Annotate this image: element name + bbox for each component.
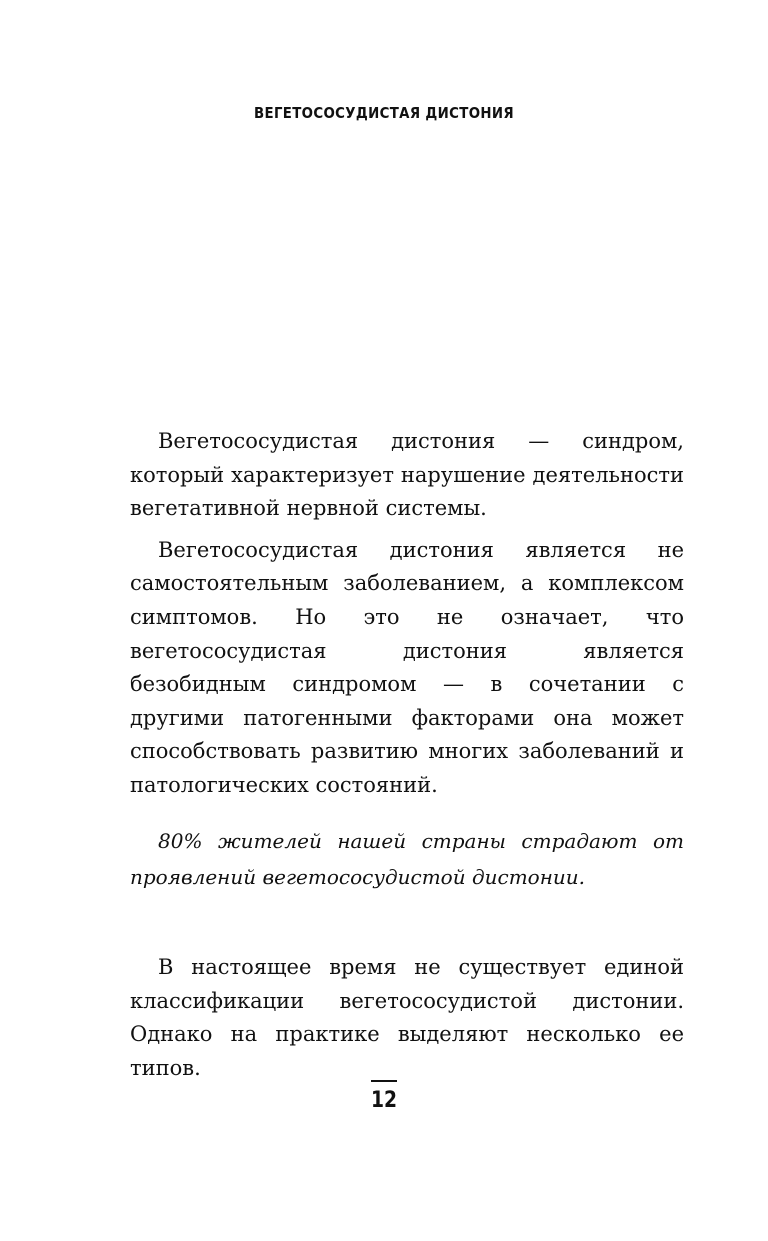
folio-rule (371, 1080, 397, 1082)
paragraph-classification: В настоящее время не существует единой классификации вегетососудистой дистонии. Однако на практике выделяют несколько ее типов. (130, 955, 684, 1080)
callout-text: 80% жителей нашей страны страдают от проявлений вегетососудистой дистонии. (130, 829, 684, 889)
paragraph-definition: Вегетососудистая дистония — синдром, который характеризует нарушение деятельности вегетативной нервной системы. (130, 429, 684, 521)
body-text-block (130, 425, 684, 803)
paragraph-symptom-complex: Вегетососудистая дистония является не самостоятельным заболеванием, а комплексом симптомов. Но это не означает, что вегетососудистая дистония является безобидным синдромом — в сочетании с другими патогенными факторами она может способствовать развитию многих заболеваний и патологических состояний. (130, 537, 684, 797)
callout-block (130, 823, 684, 895)
page-folio (0, 1080, 768, 1114)
running-head: ВЕГЕТОСОСУДИСТАЯ ДИСТОНИЯ (253, 104, 514, 122)
page-number: 12 (370, 1088, 398, 1113)
body-text-block-2 (130, 951, 684, 1085)
